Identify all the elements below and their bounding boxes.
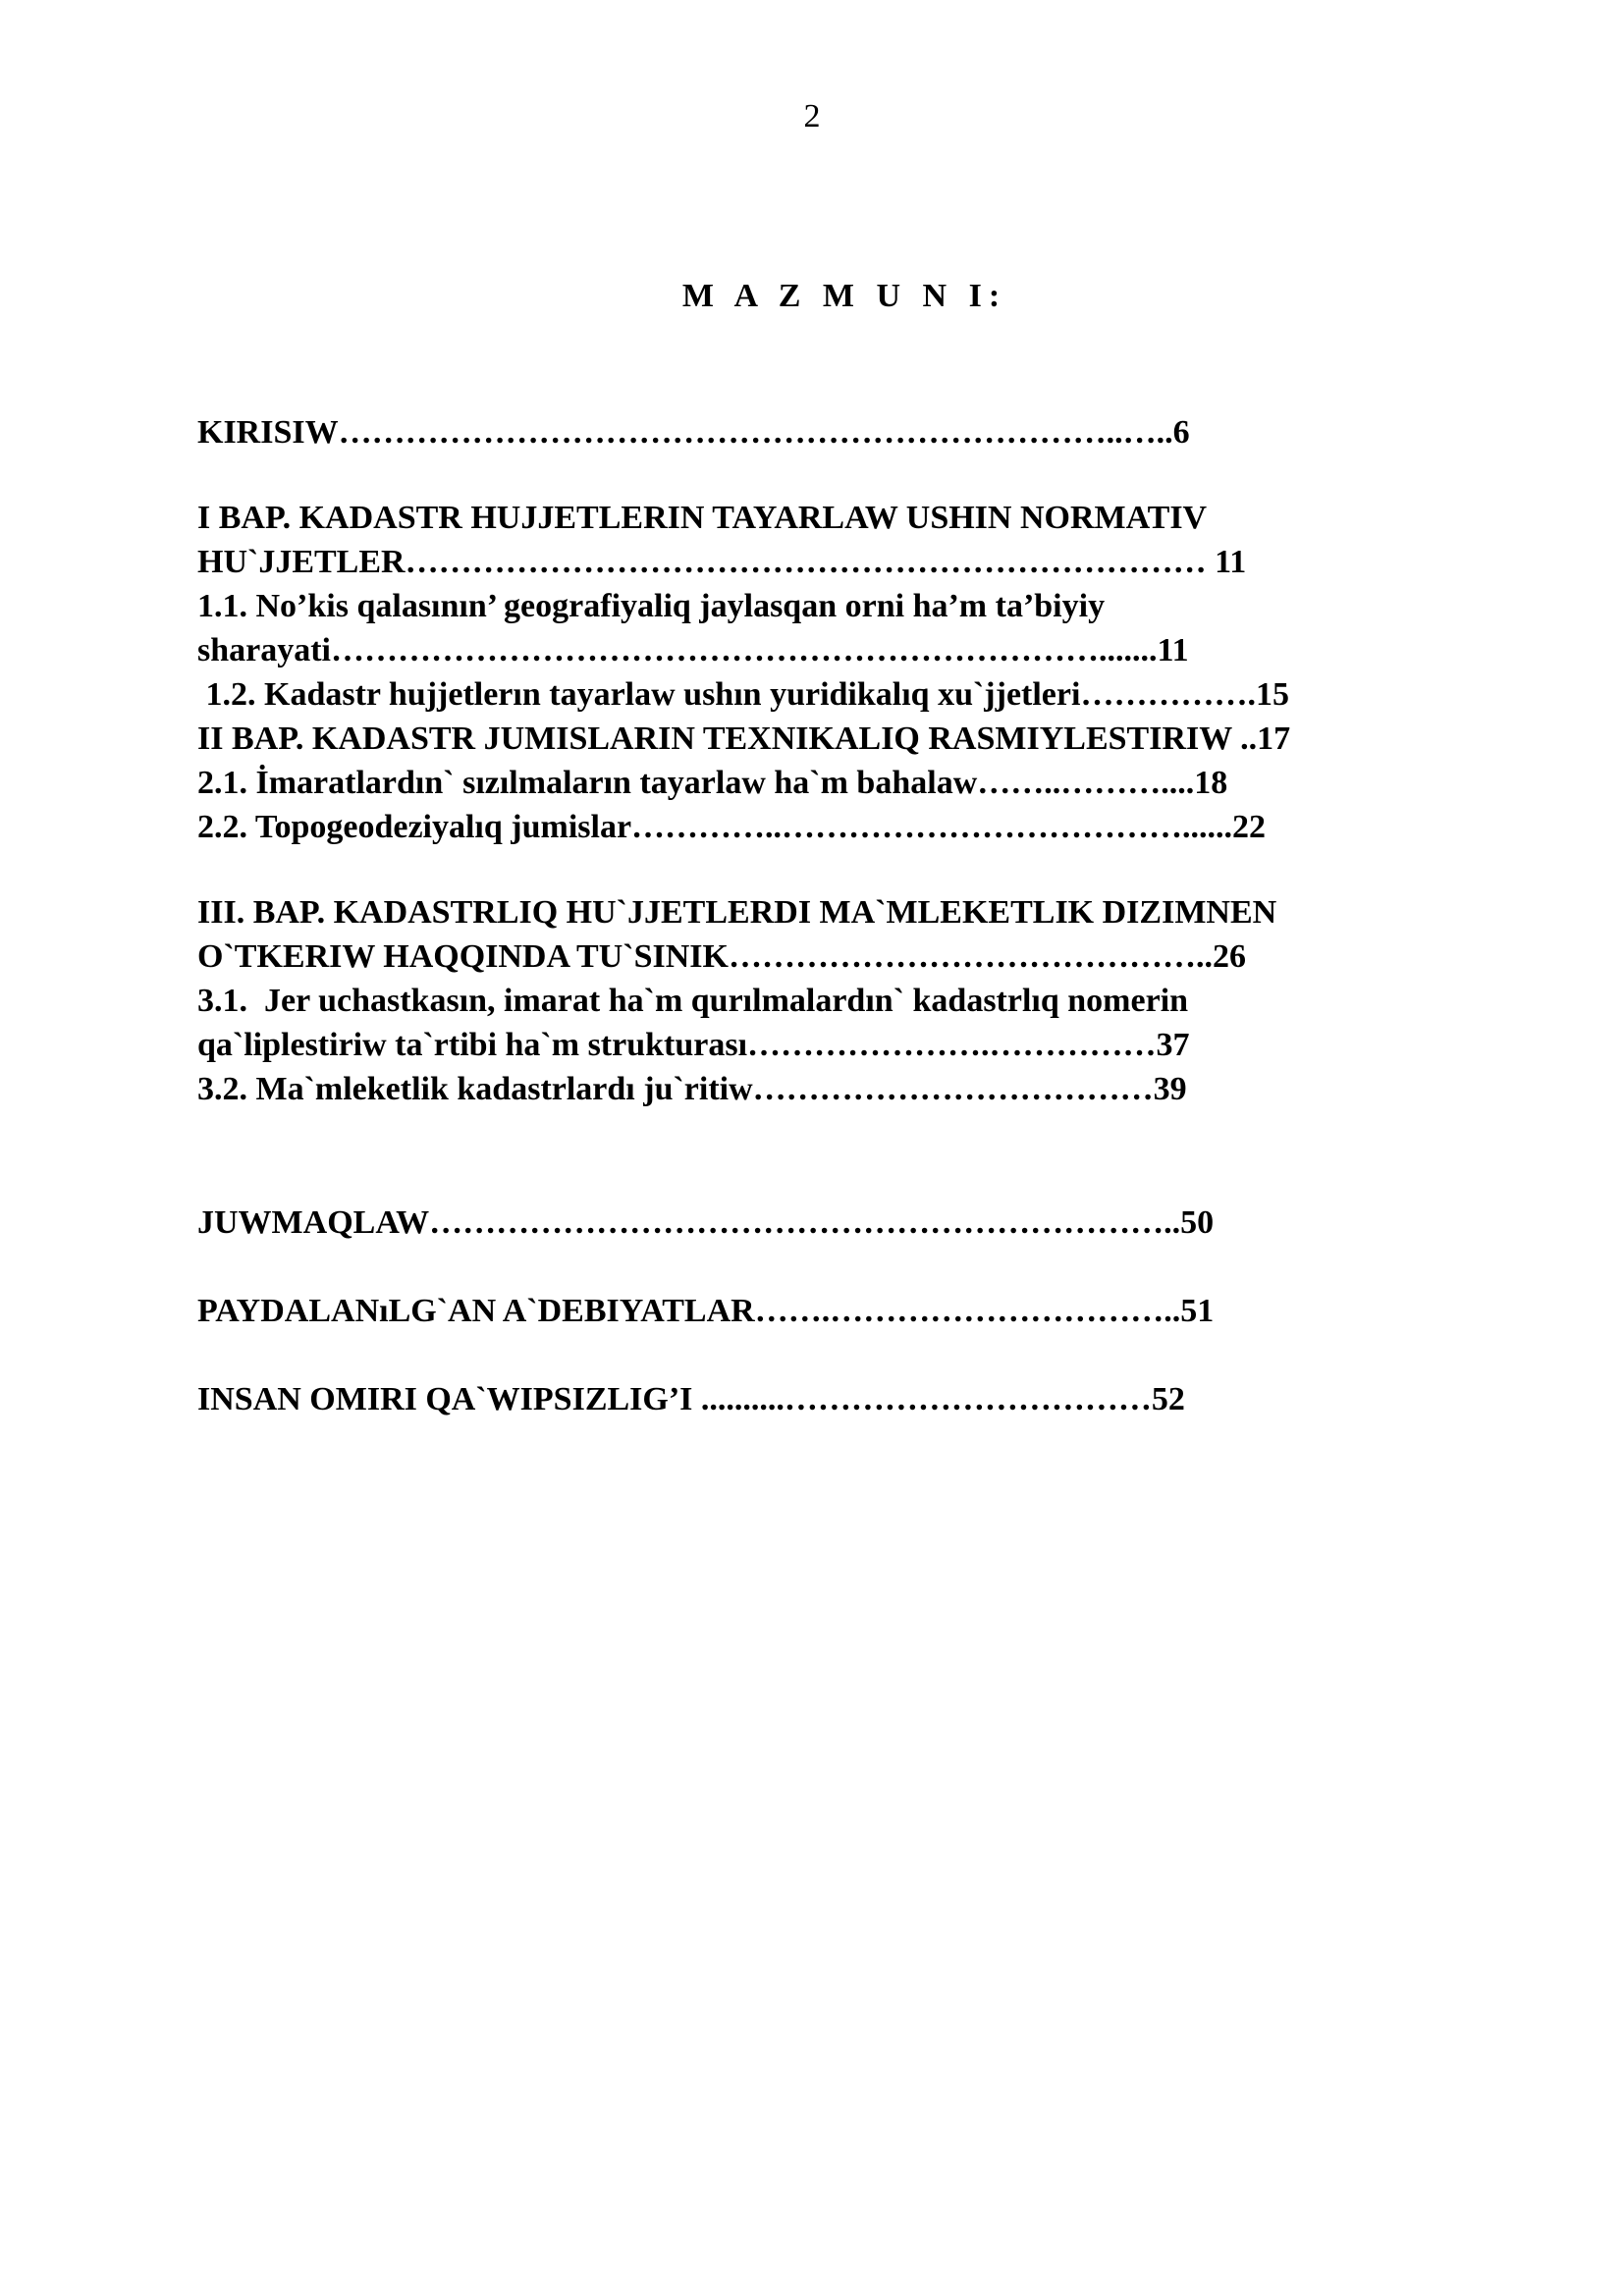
toc-entry-chapter-2: II BAP. KADASTR JUMISLARIN TEXNIKALIQ RASMIYLESTIRIW ..17: [197, 721, 1291, 757]
toc-entry-2-1: 2.1. İmaratlardın` sızılmaların tayarlaw ha`m bahalaw……..………....18: [197, 765, 1228, 801]
toc-entry-adebiyatlar: PAYDALANıLG`AN A`DEBIYATLAR…….…………………………..51: [197, 1293, 1215, 1329]
toc-entry-chapter-1-line-1: I BAP. KADASTR HUJJETLERIN TAYARLAW USHIN NORMATIV: [197, 500, 1208, 536]
page-number: 2: [803, 98, 821, 134]
toc-entry-chapter-3-line-1: III. BAP. KADASTRLIQ HU`JJETLERDI MA`MLEKETLIK DIZIMNEN: [197, 894, 1277, 931]
toc-entry-chapter-3-line-2: O`TKERIW HAQQINDA TU`SINIK……………………………………..26: [197, 938, 1246, 975]
toc-entry-1-1-line-2: sharayati…………………………………………………………….......11: [197, 632, 1189, 668]
toc-entry-1-1-line-1: 1.1. No’kis qalasının’ geografiyaliq jaylasqan orni ha’m ta’biyiy: [197, 588, 1106, 624]
toc-entry-juwmaqlaw: JUWMAQLAW…………………………………………………………..50: [197, 1204, 1215, 1241]
toc-entry-chapter-1-line-2: HU`JJETLER……………………………………………………………… 11: [197, 544, 1247, 580]
toc-entry-3-1-line-2: qa`liplestiriw ta`rtibi ha`m strukturası………………….……………37: [197, 1027, 1190, 1063]
toc-entry-1-2: 1.2. Kadastr hujjetlerın tayarlaw ushın yuridikalıq xu`jjetleri…………….15: [197, 676, 1289, 713]
page-title: M A Z M U N I:: [681, 278, 1007, 314]
toc-entry-insan-omiri: INSAN OMIRI QA`WIPSIZLIG’I ..........……………………………52: [197, 1381, 1185, 1417]
toc-entry-kirisiw: KIRISIW……………………………………………………………..…..6: [197, 414, 1190, 451]
toc-entry-2-2: 2.2. Topogeodeziyalıq jumislar…………..………………………………......22: [197, 809, 1267, 845]
toc-entry-3-2: 3.2. Ma`mleketlik kadastrlardı ju`ritiw………………………………39: [197, 1071, 1187, 1107]
toc-entry-3-1-line-1: 3.1. Jer uchastkasın, imarat ha`m qurılmalardın` kadastrlıq nomerin: [197, 983, 1189, 1019]
